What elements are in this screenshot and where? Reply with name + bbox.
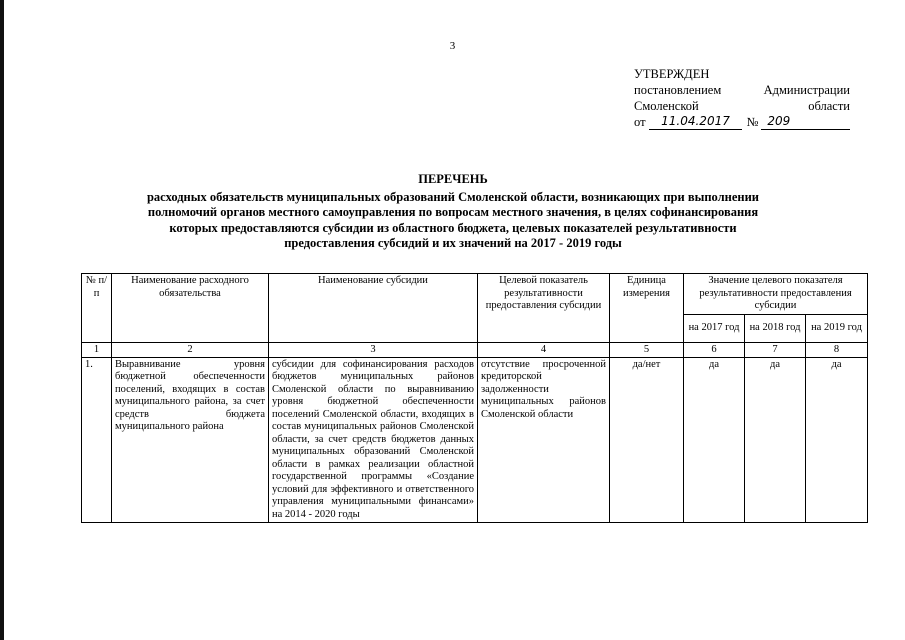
row-value-2018: да <box>745 357 806 523</box>
page-number: 3 <box>449 40 456 52</box>
column-number: 4 <box>478 342 610 357</box>
header-num: № п/п <box>82 274 112 343</box>
approval-date: 11.04.2017 <box>649 114 743 130</box>
approval-oblast-word: области <box>808 99 850 113</box>
approval-administration-word: Администрации <box>763 83 850 97</box>
document-title <box>70 172 836 252</box>
approval-heading: УТВЕРЖДЕН <box>634 67 710 81</box>
column-number-row <box>82 342 868 357</box>
row-obligation: Выравнивание уровня бюджетной обеспеченности поселений, входящих в состав муниципального района, за счет средств бюджета муниципального района <box>112 357 269 523</box>
date-prefix: от <box>634 115 646 129</box>
row-value-2017: да <box>684 357 745 523</box>
approval-line-2 <box>634 82 850 98</box>
column-number: 2 <box>112 342 269 357</box>
header-year-2018: на 2018 год <box>745 314 806 342</box>
column-number: 1 <box>82 342 112 357</box>
approval-region-word: Смоленской <box>634 99 699 113</box>
approval-stamp <box>634 66 850 130</box>
row-subsidy: субсидии для софинансирования расходов бюджетов муниципальных районов Смоленской области по выравниванию уровня бюджетной обеспеченности поселений Смоленской области, входящих в состав муниципальных районов Смоленской области, за счет средств бюджетов данных муниципальных образований Смоленской области в рамках реализации областной государственной программы «Создание условий для эффективного и ответственного управления муниципальными финансами» на 2014 - 2020 годы <box>269 357 478 523</box>
header-indicator: Целевой показатель результативности предоставления субсидии <box>478 274 610 343</box>
approval-number: 209 <box>761 114 850 130</box>
column-number: 8 <box>806 342 868 357</box>
column-number: 5 <box>610 342 684 357</box>
header-unit: Единица измерения <box>610 274 684 343</box>
approval-resolution-word: постановлением <box>634 83 722 97</box>
scan-edge <box>0 0 4 640</box>
table-row <box>82 357 868 523</box>
number-prefix: № <box>746 115 759 129</box>
header-year-2017: на 2017 год <box>684 314 745 342</box>
header-year-2019: на 2019 год <box>806 314 868 342</box>
subsidy-table <box>81 273 868 523</box>
column-number: 6 <box>684 342 745 357</box>
column-number: 7 <box>745 342 806 357</box>
row-num: 1. <box>82 357 112 523</box>
column-number: 3 <box>269 342 478 357</box>
approval-date-row <box>634 114 850 130</box>
title-line-4: предоставления субсидий и их значений на 2017 - 2019 годы <box>284 236 622 250</box>
title-line-2: полномочий органов местного самоуправления по вопросам местного значения, в целях софинансирования <box>147 205 759 219</box>
row-unit: да/нет <box>610 357 684 523</box>
header-subsidy: Наименование субсидии <box>269 274 478 343</box>
row-value-2019: да <box>806 357 868 523</box>
header-obligation: Наименование расходного обязательства <box>112 274 269 343</box>
title-line-1: расходных обязательств муниципальных образований Смоленской области, возникающих при выполнении <box>146 189 760 204</box>
header-row-1 <box>82 274 868 315</box>
header-value-group: Значение целевого показателя результативности предоставления субсидии <box>684 274 868 315</box>
approval-line-3 <box>634 98 850 114</box>
row-indicator: отсутствие просроченной кредиторской задолженности муниципальных районов Смоленской области <box>478 357 610 523</box>
title-line-3: которых предоставляются субсидии из областного бюджета, целевых показателей результативности <box>169 220 737 235</box>
title-heading: ПЕРЕЧЕНЬ <box>418 172 488 186</box>
